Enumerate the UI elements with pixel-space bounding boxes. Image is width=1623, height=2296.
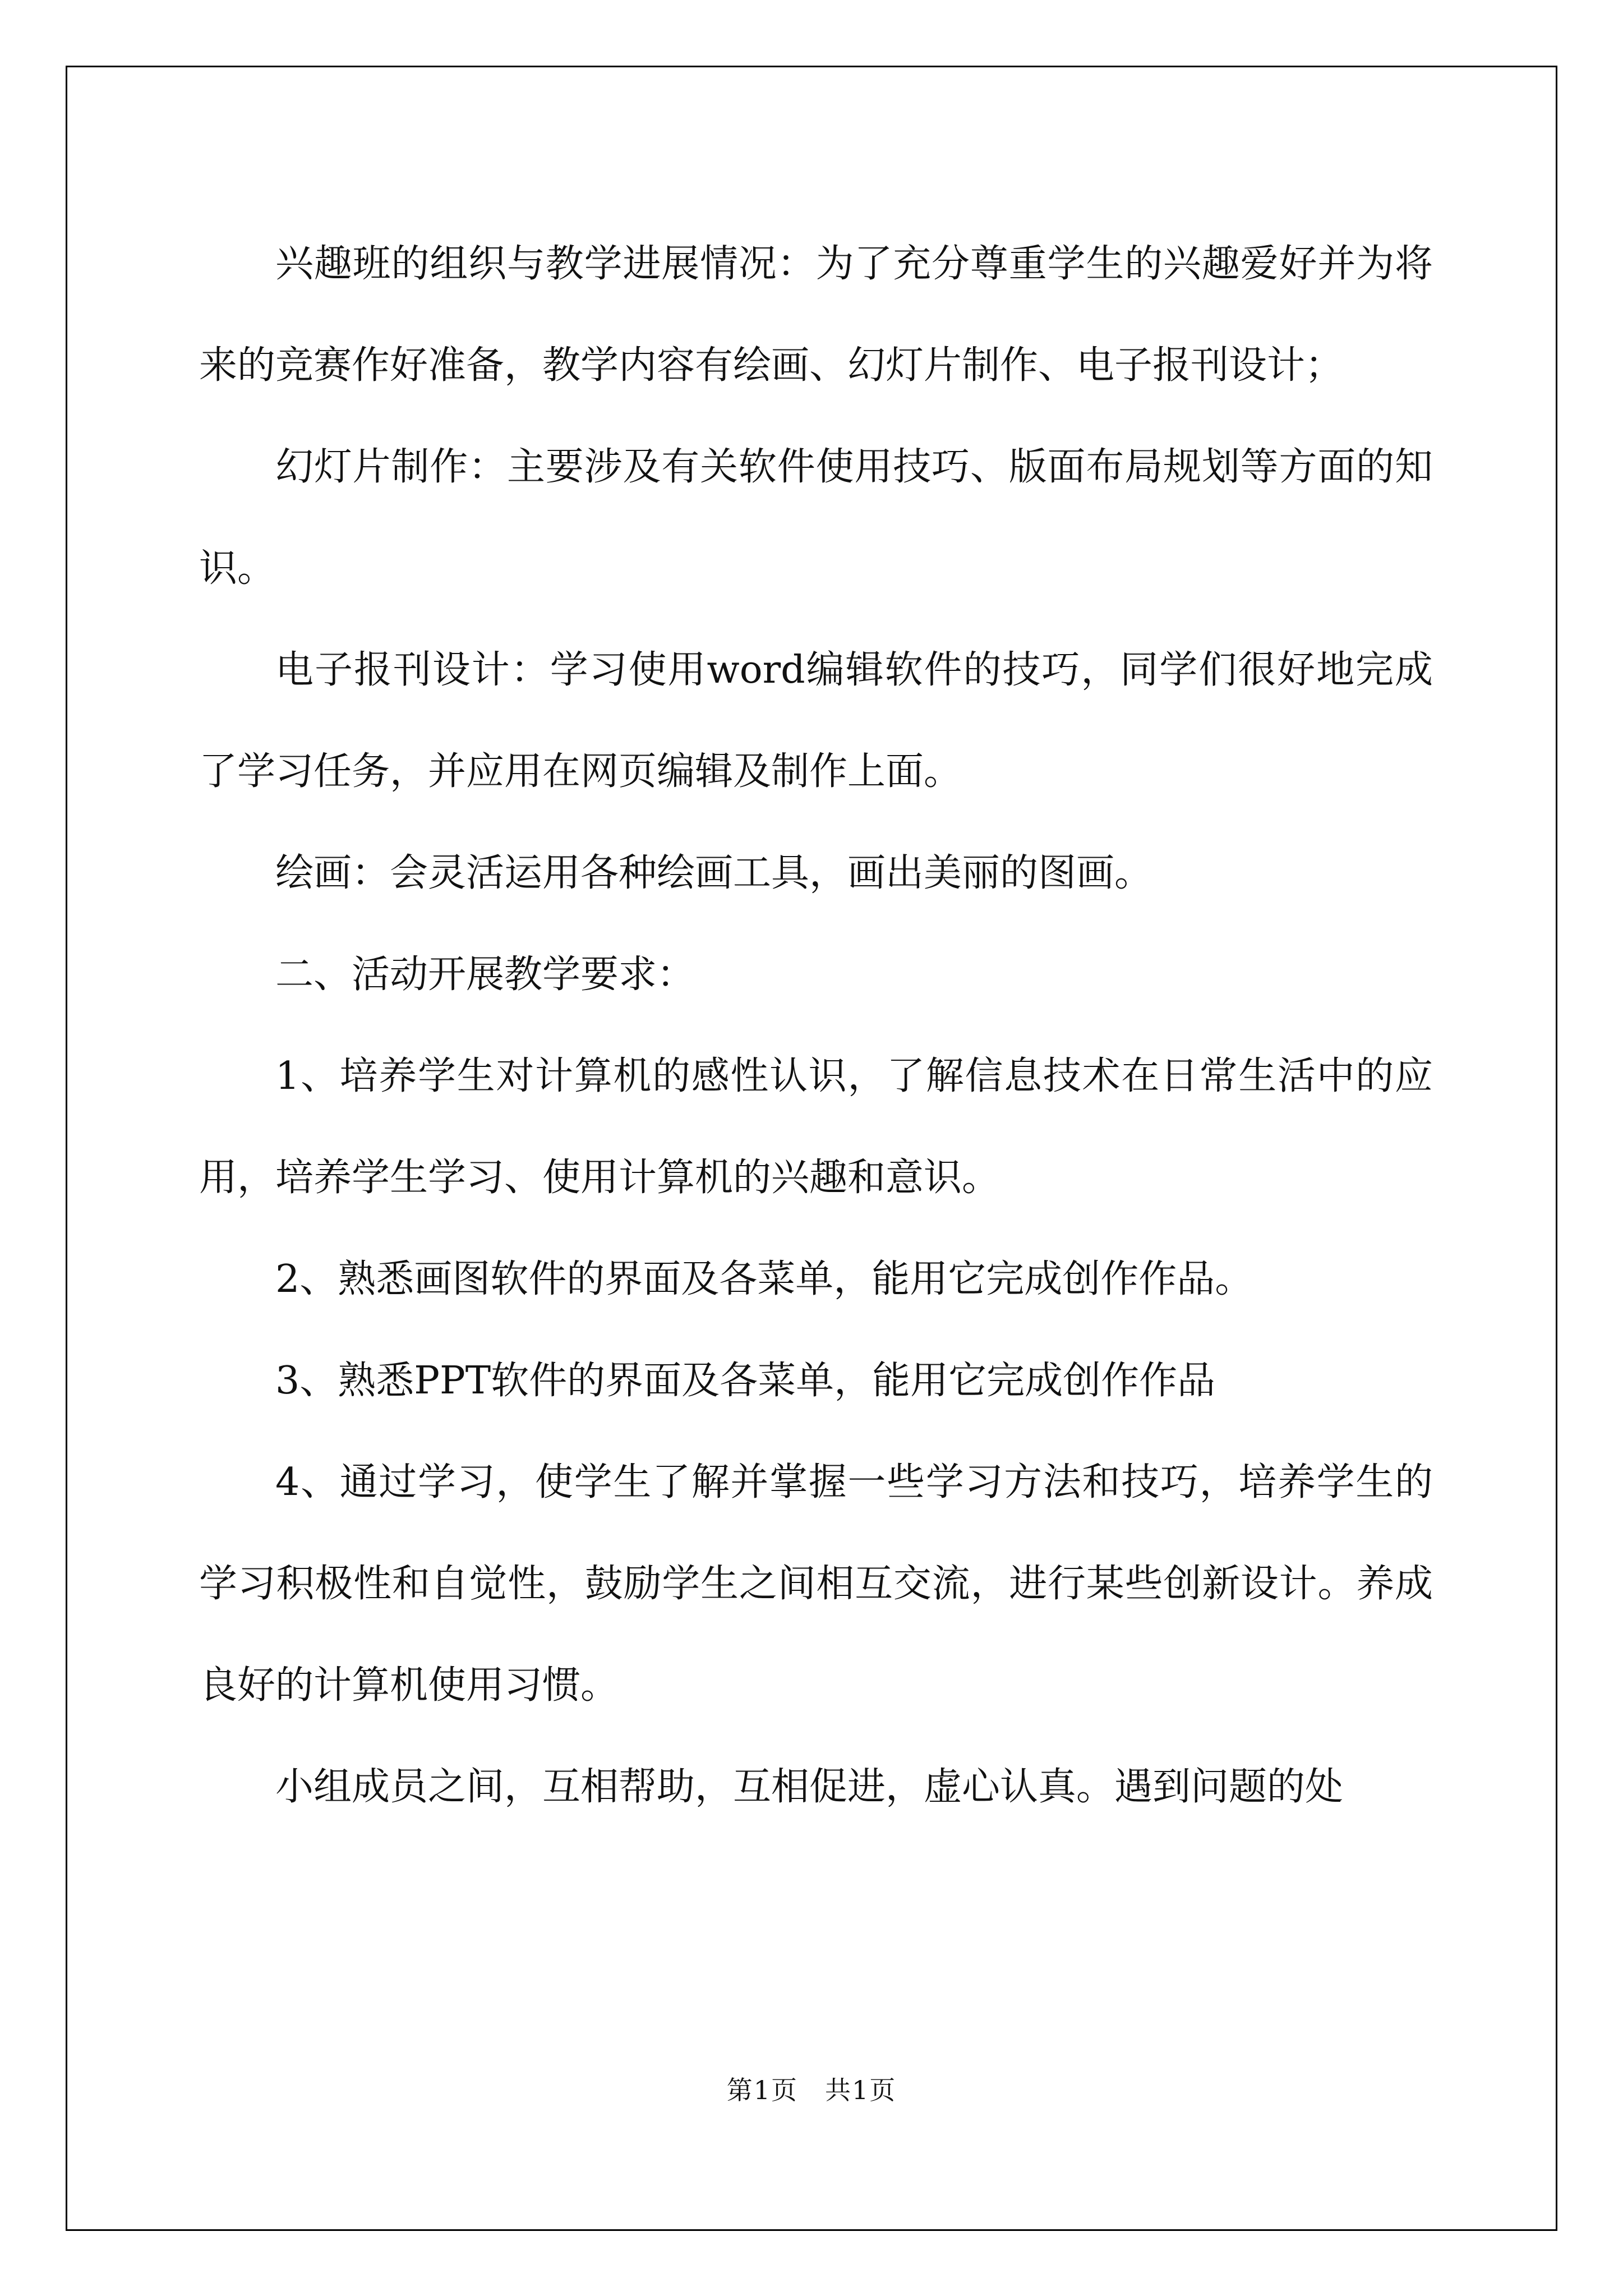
- section-heading-requirements: 二、活动开展教学要求：: [275, 953, 695, 997]
- page-footer: 第1页 共1页: [726, 2075, 897, 2105]
- document-body: [199, 213, 1433, 1838]
- requirement-item-4: 4、通过学习，使学生了解并掌握一些学习方法和技巧，培养学生的学习积极性和自觉性，鼓励学生之间相互交流，进行某些创新设计。养成良好的计算机使用习惯。: [199, 1460, 1433, 1708]
- paragraph-group-members: 小组成员之间，互相帮助，互相促进，虚心认真。遇到问题的处: [275, 1765, 1344, 1809]
- paragraph-slides: 幻灯片制作：主要涉及有关软件使用技巧、版面布局规划等方面的知识。: [199, 445, 1433, 591]
- requirement-item-3: 3、熟悉PPT软件的界面及各菜单，能用它完成创作作品: [275, 1359, 1216, 1403]
- requirement-item-1: 1、培养学生对计算机的感性认识，了解信息技术在日常生活中的应用，培养学生学习、使用计算机的兴趣和意识。: [199, 1054, 1433, 1200]
- requirement-item-2: 2、熟悉画图软件的界面及各菜单，能用它完成创作作品。: [275, 1257, 1253, 1301]
- paragraph-drawing: 绘画：会灵活运用各种绘画工具，画出美丽的图画。: [275, 851, 1153, 895]
- paragraph-e-newspaper: 电子报刊设计：学习使用word编辑软件的技巧，同学们很好地完成了学习任务，并应用在网页编辑及制作上面。: [199, 648, 1433, 794]
- paragraph-interest-class: 兴趣班的组织与教学进展情况：为了充分尊重学生的兴趣爱好并为将来的竞赛作好准备，教学内容有绘画、幻灯片制作、电子报刊设计；: [199, 242, 1433, 388]
